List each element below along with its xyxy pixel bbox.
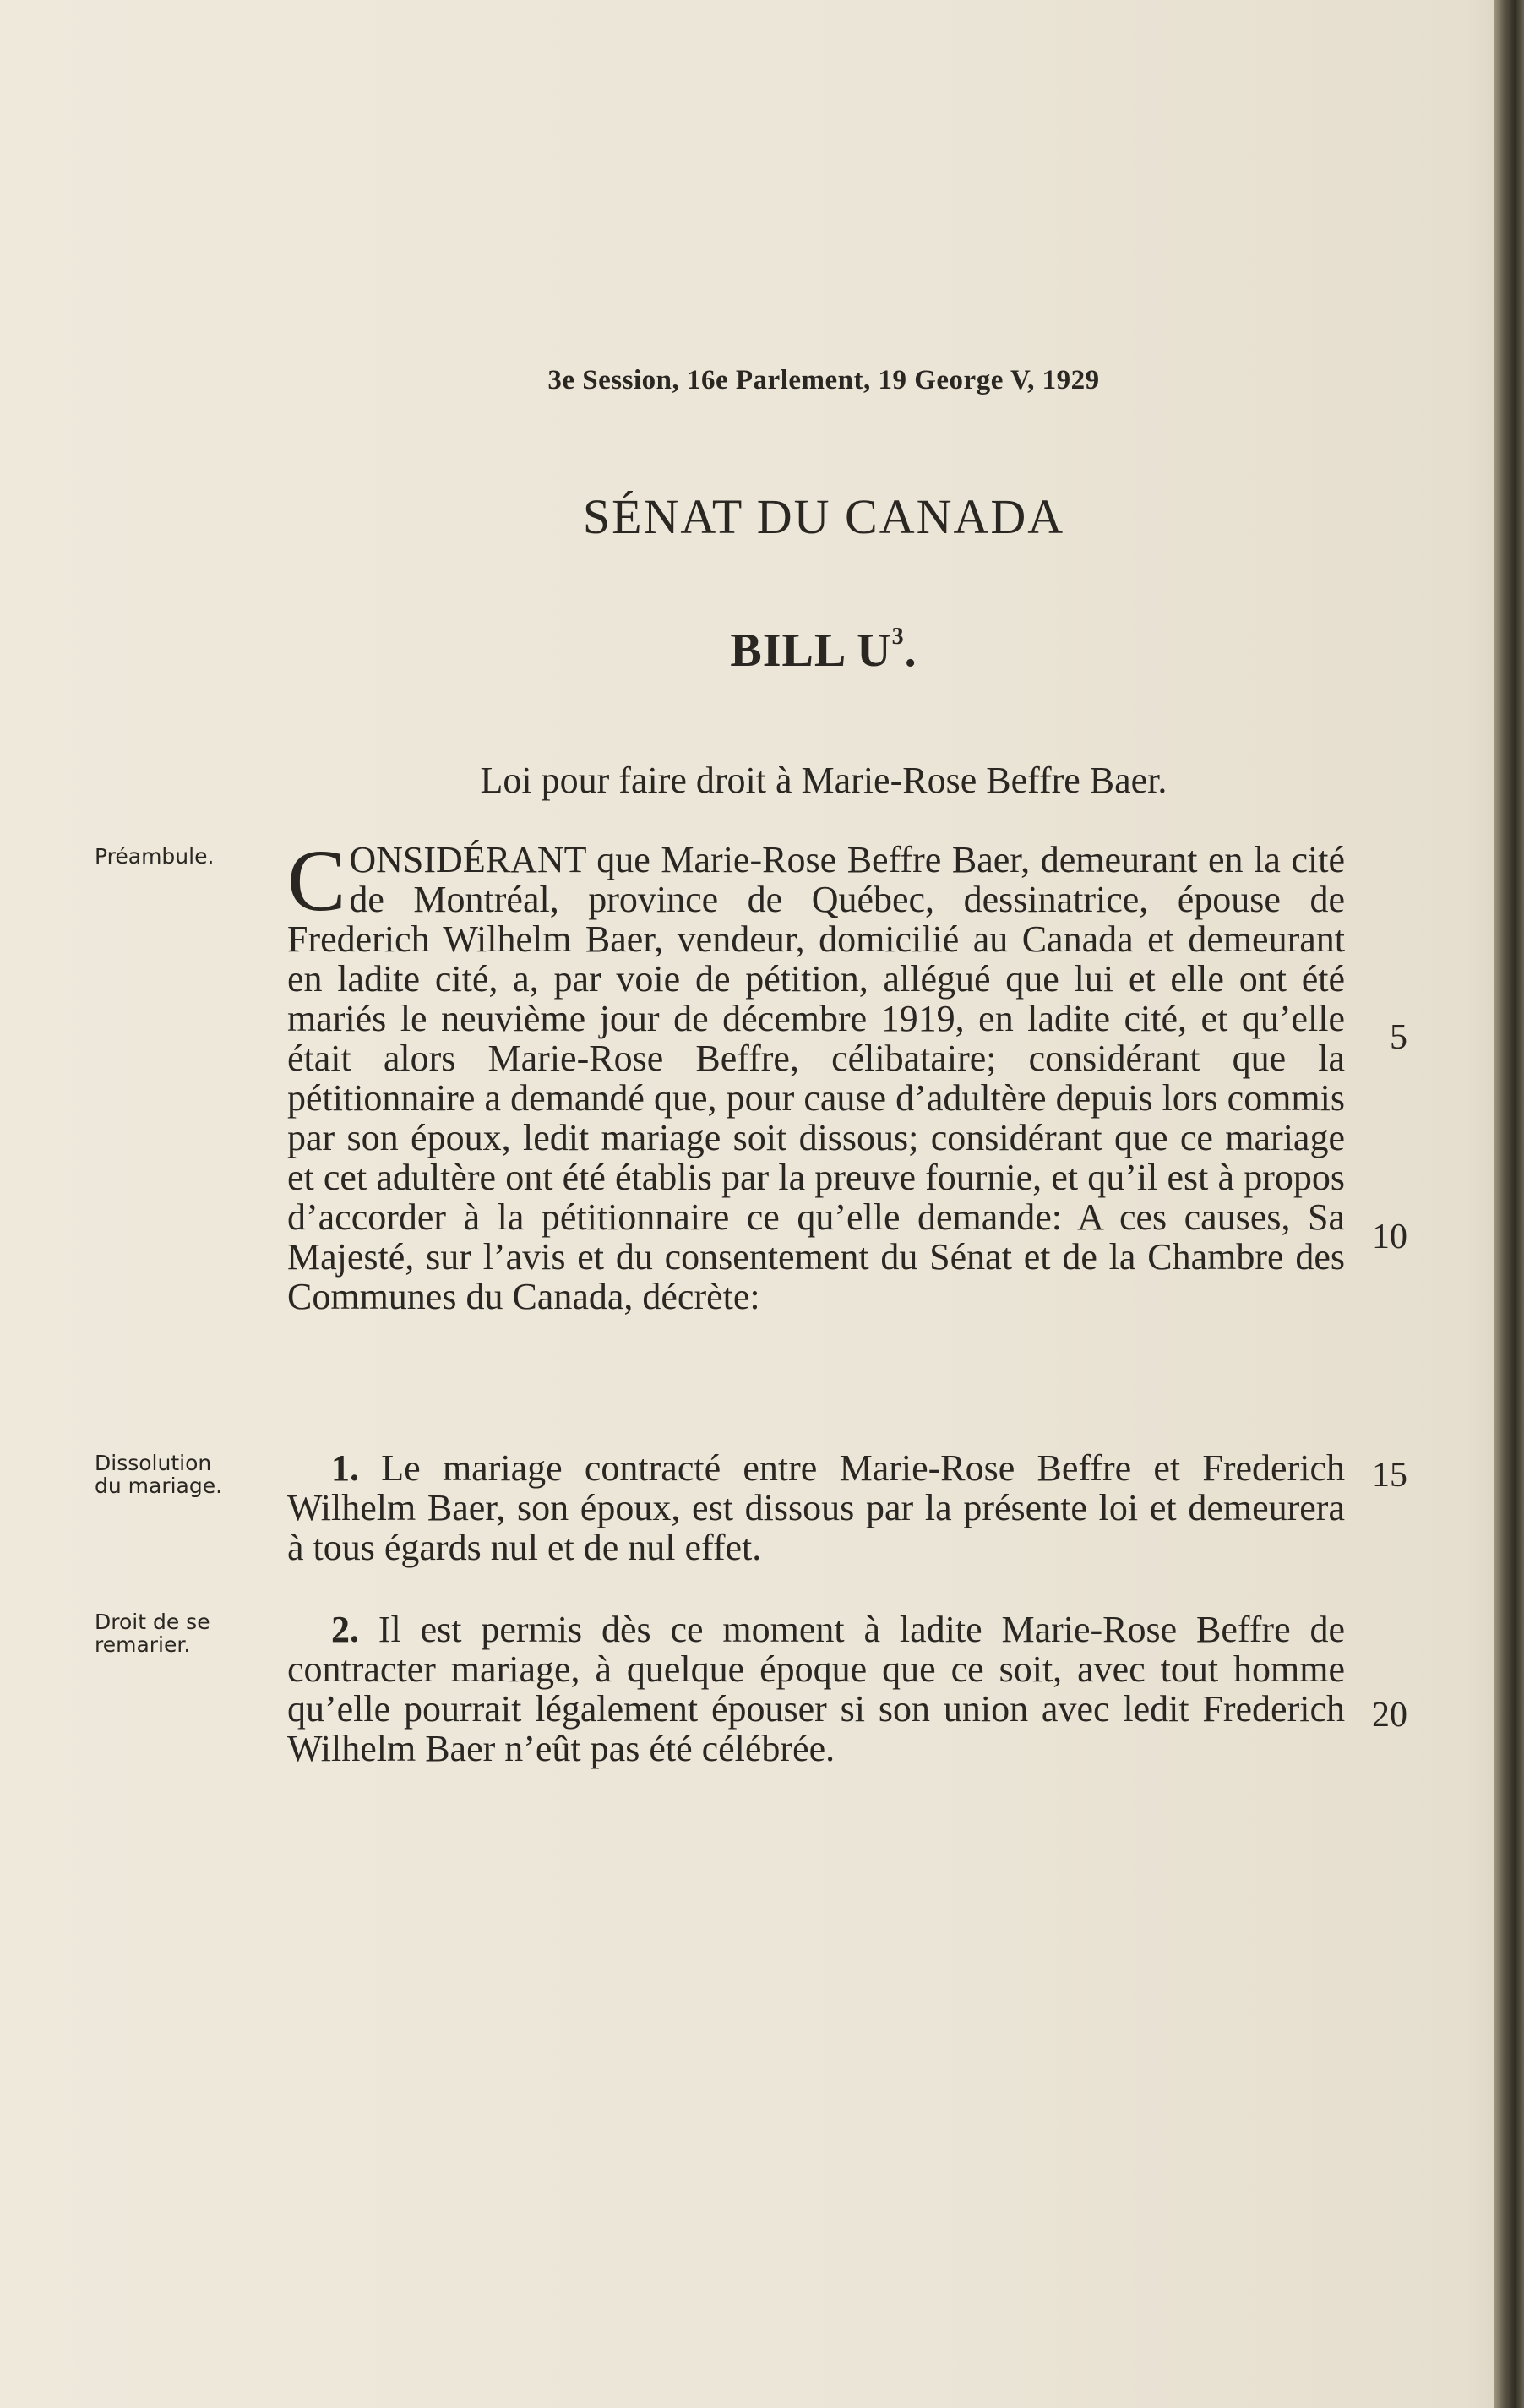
section-1-text: Le mariage contracté entre Marie-Rose Beffre et Frederich Wilhelm Baer, son époux, est dissous par la présente loi et demeurera à tous égards nul et de nul effet.	[287, 1447, 1345, 1568]
section-1-number: 1.	[331, 1447, 359, 1489]
binding-edge	[1494, 0, 1524, 2408]
bill-subtitle: Loi pour faire droit à Marie-Rose Beffre Baer.	[480, 760, 1167, 801]
bill-label: BILL U	[730, 624, 892, 677]
margin-note-dissolution-line1: Dissolution	[95, 1451, 212, 1475]
margin-note-dissolution-line2: du mariage.	[95, 1474, 223, 1498]
session-heading: 3e Session, 16e Parlement, 19 George V, 1929	[547, 365, 1100, 395]
bill-suffix: .	[904, 624, 917, 677]
margin-note-preamble-text: Préambule.	[95, 844, 215, 869]
section-1	[287, 1448, 1345, 1567]
senate-title: SÉNAT DU CANADA	[582, 489, 1065, 544]
margin-note-preamble	[95, 845, 255, 868]
preamble-paragraph	[287, 832, 1345, 1317]
preamble-dropcap: C	[287, 832, 346, 929]
margin-note-remarry	[95, 1610, 255, 1656]
line-number-10: 10	[1372, 1218, 1407, 1256]
line-number-5: 5	[1390, 1018, 1407, 1057]
preamble-text: ONSIDÉRANT que Marie-Rose Beffre Baer, demeurant en la cité de Montréal, province de Québec, dessinatrice, épouse de Frederich Wilhelm Baer, vendeur, domicilié au Canada et demeurant en ladite cité, a, par voie de pétition, allégué que lui et elle ont été mariés le neuvième jour de décembre 1919, en ladite cité, et qu’elle était alors Marie-Rose Beffre, célibataire; considérant que la pétitionnaire a demandé que, pour cause d’adultère depuis lors commis par son époux, ledit mariage soit dissous; considérant que ce mariage et cet adultère ont été établis par la preuve fournie, et qu’il est à propos d’accorder à la pétitionnaire ce qu’elle demande: A ces causes, Sa Majesté, sur l’avis et du consentement du Sénat et de la Chambre des Communes du Canada, décrète:	[287, 839, 1345, 1317]
line-number-20: 20	[1372, 1696, 1407, 1735]
margin-note-remarry-line2: remarier.	[95, 1632, 191, 1657]
bill-superscript: 3	[891, 624, 905, 650]
line-number-15: 15	[1372, 1456, 1407, 1495]
section-2-number: 2.	[331, 1609, 359, 1650]
margin-note-remarry-line1: Droit de se	[95, 1610, 210, 1634]
bill-title	[0, 624, 1524, 678]
margin-note-dissolution	[95, 1452, 255, 1497]
section-2-text: Il est permis dès ce moment à ladite Marie-Rose Beffre de contracter mariage, à quelque époque que ce soit, avec tout homme qu’elle pourrait légalement épouser si son union avec ledit Frederich Wilhelm Baer n’eût pas été célébrée.	[287, 1609, 1346, 1769]
section-2	[287, 1610, 1345, 1768]
